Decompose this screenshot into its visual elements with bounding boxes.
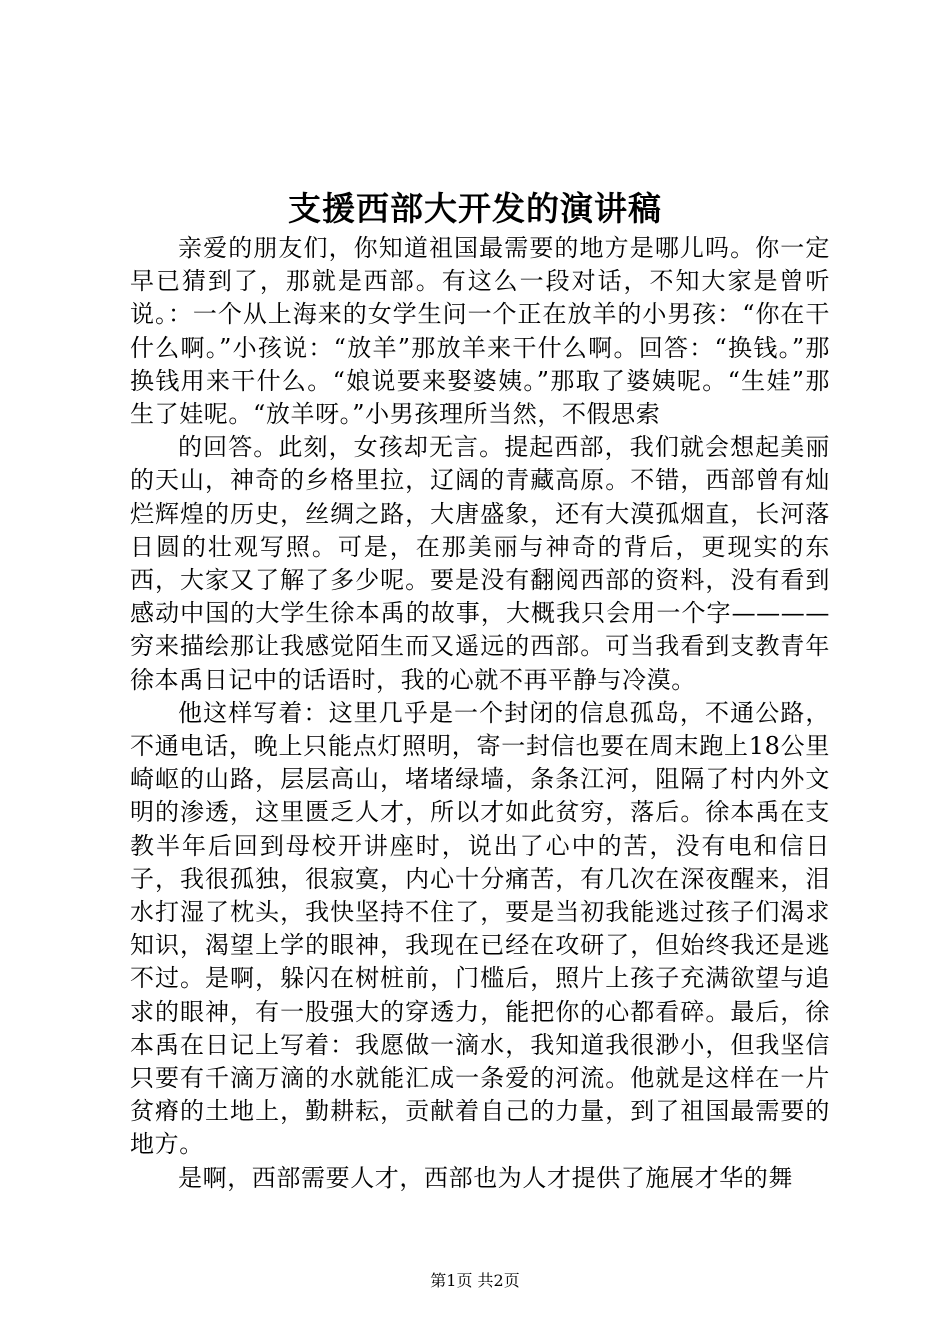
page-number-footer: 第1页 共2页	[430, 1271, 520, 1290]
document-body	[130, 232, 830, 1195]
paragraph: 亲爱的朋友们，你知道祖国最需要的地方是哪儿吗。你一定早已猜到了，那就是西部。有这么一段对话，不知大家是曾听说。：一个从上海来的女学生问一个正在放羊的小男孩：“你在干什么啊。”小孩说：“放羊”那放羊来干什么啊。回答：“换钱。”那换钱用来干什么。“娘说要来娶婆姨。”那取了婆姨呢。“生娃”那生了娃呢。“放羊呀。”小男孩理所当然，不假思索	[130, 234, 830, 429]
document-title: 支援西部大开发的演讲稿	[288, 189, 662, 228]
paragraph: 是啊，西部需要人才，西部也为人才提供了施展才华的舞	[178, 1163, 793, 1192]
paragraph: 他这样写着：这里几乎是一个封闭的信息孤岛，不通公路，不通电话，晚上只能点灯照明，寄一封信也要在周末跑上18公里崎岖的山路，层层高山，堵堵绿墙，条条江河，阻隔了村内外文明的渗透，这里匮乏人才，所以才如此贫穷，落后。徐本禹在支教半年后回到母校开讲座时，说出了心中的苦，没有电和信日子，我很孤独，很寂寞，内心十分痛苦，有几次在深夜醒来，泪水打湿了枕头，我快坚持不住了，要是当初我能逃过孩子们渴求知识，渴望上学的眼神，我现在已经在攻研了，但始终我还是逃不过。是啊，躲闪在树桩前，门槛后，照片上孩子充满欲望与追求的眼神，有一股强大的穿透力，能把你的心都看碎。最后，徐本禹在日记上写着：我愿做一滴水，我知道我很渺小，但我坚信只要有千滴万滴的水就能汇成一条爱的河流。他就是这样在一片贫瘠的土地上，勤耕耘，贡献着自己的力量，到了祖国最需要的地方。	[130, 698, 830, 1159]
paragraph: 的回答。此刻，女孩却无言。提起西部，我们就会想起美丽的天山，神奇的乡格里拉，辽阔的青藏高原。不错，西部曾有灿烂辉煌的历史，丝绸之路，大唐盛象，还有大漠孤烟直，长河落日圆的壮观写照。可是，在那美丽与神奇的背后，更现实的东西，大家又了解了多少呢。要是没有翻阅西部的资料，没有看到感动中国的大学生徐本禹的故事，大概我只会用一个字————穷来描绘那让我感觉陌生而又遥远的西部。可当我看到支教青年徐本禹日记中的话语时，我的心就不再平静与冷漠。	[130, 433, 830, 694]
